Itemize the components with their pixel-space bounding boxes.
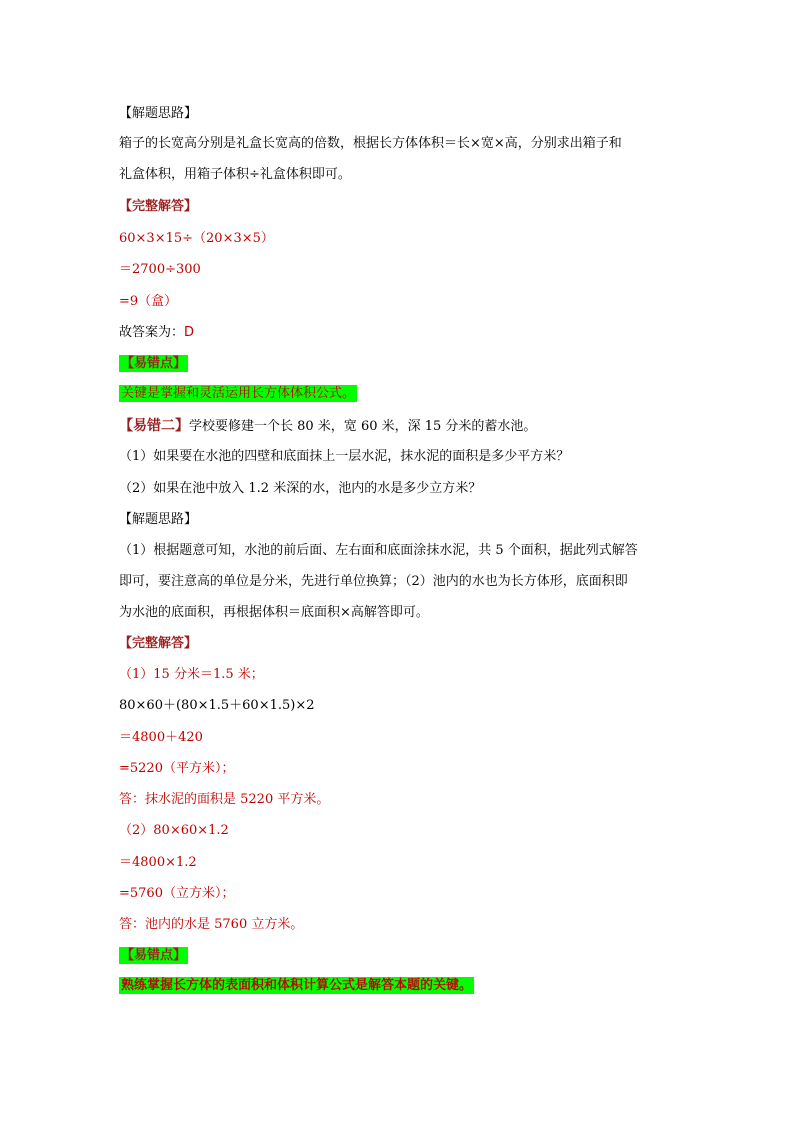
thinking-text-2a: （1）根据题意可知，水池的前后面、左右面和底面涂抹水泥，共 5 个面积，据此列式解答 xyxy=(119,543,638,558)
answer-line-5: 答：抹水泥的面积是 5220 平方米。 xyxy=(119,792,330,807)
answer-line-1: （1）15 分米＝1.5 米； xyxy=(119,667,264,682)
thinking-text-2c: 为水池的底面积，再根据体积＝底面积×高解答即可。 xyxy=(119,605,429,620)
question-line xyxy=(119,418,536,435)
answer-line-7: ＝4800×1.2 xyxy=(119,855,197,870)
final-answer-line xyxy=(119,325,194,341)
answer-line-3: ＝4800＋420 xyxy=(119,730,203,745)
error-text-2: 熟练掌握长方体的表面积和体积计算公式是解答本题的关键。 xyxy=(121,978,473,993)
question-tag: 【易错二】 xyxy=(119,418,189,434)
calc-line-1: 60×3×15÷（20×3×5） xyxy=(119,231,274,246)
error-heading-2-wrap xyxy=(119,948,188,964)
thinking-heading-1: 【解题思路】 xyxy=(119,106,198,121)
thinking-text-1a: 箱子的长宽高分别是礼盒长宽高的倍数，根据长方体体积＝长×宽×高，分别求出箱子和 xyxy=(119,136,622,151)
question-text: 学校要修建一个长 80 米，宽 60 米，深 15 分米的蓄水池。 xyxy=(189,419,537,434)
error-text-2-wrap xyxy=(119,978,474,994)
answer-heading-2: 【完整解答】 xyxy=(119,636,198,651)
final-answer-value: D xyxy=(184,325,195,340)
error-heading-2: 【易错点】 xyxy=(121,948,187,963)
answer-line-2: 80×60＋(80×1.5＋60×1.5)×2 xyxy=(119,698,315,713)
error-heading-1: 【易错点】 xyxy=(121,356,187,371)
final-answer-prefix: 故答案为： xyxy=(119,325,185,340)
answer-line-4: =5220（平方米）； xyxy=(119,761,235,776)
error-text-1-wrap xyxy=(119,386,357,402)
thinking-text-2b: 即可，要注意高的单位是分米，先进行单位换算；（2）池内的水也为长方体形，底面积即 xyxy=(119,574,628,589)
error-text-1: 关键是掌握和灵活运用长方体体积公式。 xyxy=(121,386,356,401)
answer-heading-1: 【完整解答】 xyxy=(119,199,198,214)
answer-line-8: =5760（立方米）； xyxy=(119,886,235,901)
thinking-heading-2: 【解题思路】 xyxy=(119,512,198,527)
sub-question-2: （2）如果在池中放入 1.2 米深的水，池内的水是多少立方米？ xyxy=(119,481,482,496)
thinking-text-1b: 礼盒体积，用箱子体积÷礼盒体积即可。 xyxy=(119,167,351,182)
sub-question-1: （1）如果要在水池的四壁和底面抹上一层水泥，抹水泥的面积是多少平方米？ xyxy=(119,449,570,464)
calc-line-2: ＝2700÷300 xyxy=(119,262,201,277)
calc-line-3: =9（盒） xyxy=(119,294,178,309)
error-heading-1-wrap xyxy=(119,356,188,372)
answer-line-9: 答：池内的水是 5760 立方米。 xyxy=(119,917,304,932)
answer-line-6: （2）80×60×1.2 xyxy=(119,823,229,838)
